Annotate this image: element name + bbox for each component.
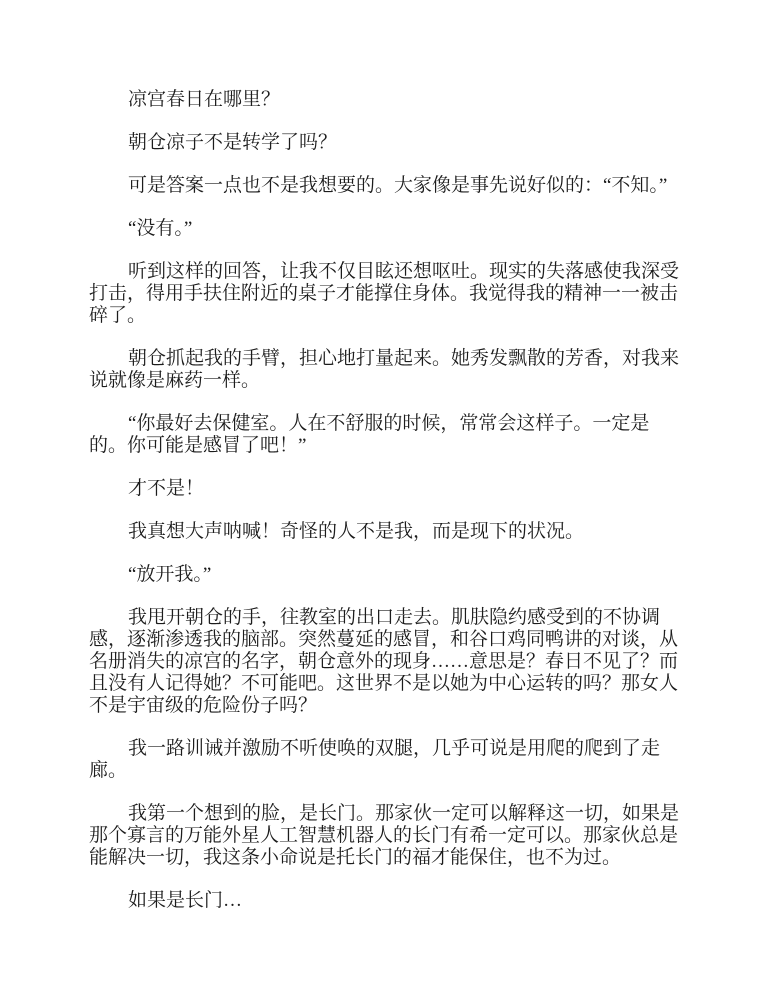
paragraph-11	[89, 607, 689, 717]
text-line: 名册消失的凉宫的名字，朝仓意外的现身……意思是？春日不见了？而	[89, 651, 679, 672]
paragraph-3	[89, 175, 689, 197]
text-line: 能解决一切，我这条小命说是托长门的福才能保住，也不为过。	[89, 847, 622, 868]
text-line: 如果是长门…	[128, 890, 243, 911]
text-line: 我一路训诫并激励不听使唤的双腿，几乎可说是用爬的爬到了走	[128, 738, 661, 759]
text-line: 我真想大声呐喊！奇怪的人不是我，而是现下的状况。	[128, 521, 585, 542]
text-line: 可是答案一点也不是我想要的。大家像是事先说好似的：“不知。”	[128, 175, 668, 196]
text-body	[89, 89, 689, 933]
text-line: “放开我。”	[128, 564, 212, 585]
text-line: 我甩开朝仓的手，往教室的出口走去。肌肤隐约感受到的不协调	[128, 607, 661, 628]
text-line: 凉宫春日在哪里？	[128, 89, 281, 110]
text-line: 我第一个想到的脸，是长门。那家伙一定可以解释这一切，如果是	[128, 803, 680, 824]
paragraph-4	[89, 218, 689, 240]
text-line: 不是宇宙级的危险份子吗？	[89, 695, 318, 716]
paragraph-13	[89, 803, 689, 869]
paragraph-12	[89, 738, 689, 782]
text-line: 廊。	[89, 760, 128, 781]
text-line: “没有。”	[128, 218, 193, 239]
text-line: 的。你可能是感冒了吧！”	[89, 435, 307, 456]
text-line: 听到这样的回答，让我不仅目眩还想呕吐。现实的失落感使我深受	[128, 261, 680, 282]
text-line: 且没有人记得她？不可能吧。这世界不是以她为中心运转的吗？那女人	[89, 673, 679, 694]
text-line: 碎了。	[89, 305, 147, 326]
text-line: 打击，得用手扶住附近的桌子才能撑住身体。我觉得我的精神一一被击	[89, 283, 679, 304]
paragraph-2	[89, 132, 689, 154]
paragraph-9	[89, 521, 689, 543]
paragraph-7	[89, 413, 689, 457]
paragraph-8	[89, 478, 689, 500]
text-line: 朝仓抓起我的手臂，担心地打量起来。她秀发飘散的芳香，对我来	[128, 348, 680, 369]
text-line: 才不是！	[128, 478, 205, 499]
text-line: “你最好去保健室。人在不舒服的时候，常常会这样子。一定是	[128, 413, 650, 434]
paragraph-10	[89, 564, 689, 586]
paragraph-14	[89, 890, 689, 912]
text-line: 那个寡言的万能外星人工智慧机器人的长门有希一定可以。那家伙总是	[89, 825, 679, 846]
paragraph-5	[89, 261, 689, 327]
text-line: 感，逐渐渗透我的脑部。突然蔓延的感冒，和谷口鸡同鸭讲的对谈，从	[89, 629, 679, 650]
text-line: 说就像是麻药一样。	[89, 370, 261, 391]
text-line: 朝仓凉子不是转学了吗？	[128, 132, 338, 153]
paragraph-1	[89, 89, 689, 111]
paragraph-6	[89, 348, 689, 392]
